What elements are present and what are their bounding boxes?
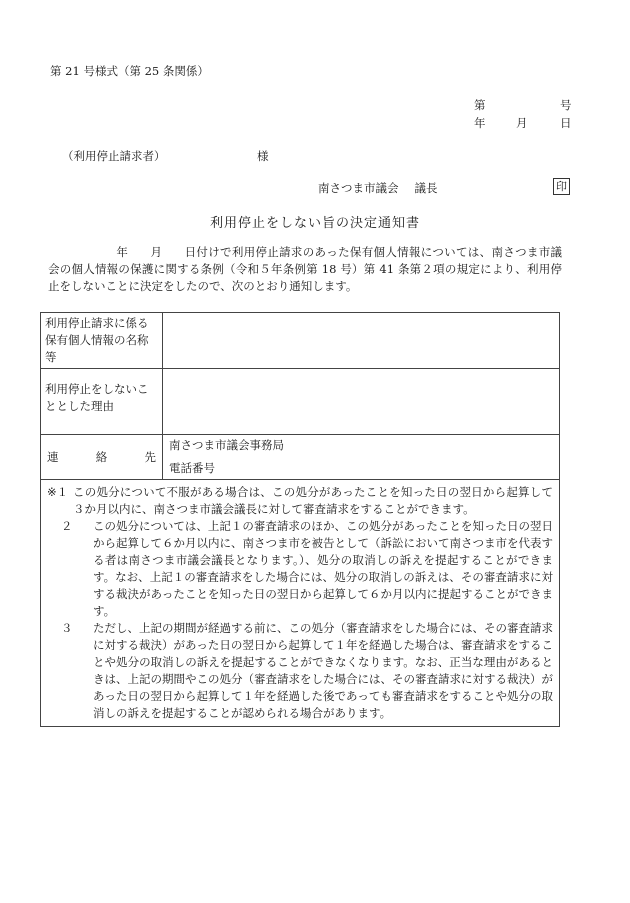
note-number: ※１ bbox=[47, 485, 69, 499]
body-text: 日付けで利用停止請求のあった保有個人情報については、南さつま市議会の個人情報の保護に関する条例（令和５年条例第 18 号）第 41 条第２項の規定により、利用停止をしないことに決定をしたので、次のとおり通知します。 bbox=[48, 245, 563, 293]
sender-line bbox=[318, 180, 438, 196]
contact-char-1: 連 bbox=[47, 449, 59, 464]
note-item bbox=[47, 620, 553, 722]
note-text: この処分について不服がある場合は、この処分があったことを知った日の翌日から起算して３か月以内に、南さつま市議会議長に対して審査請求をすることができます。 bbox=[73, 485, 553, 516]
value-personal-info bbox=[163, 313, 560, 369]
info-table bbox=[40, 312, 560, 727]
table-row bbox=[41, 313, 560, 369]
value-contact bbox=[163, 435, 560, 480]
notes-cell bbox=[41, 480, 560, 727]
recipient-line bbox=[62, 148, 269, 164]
sender-title: 議長 bbox=[414, 181, 438, 195]
document-title: 利用停止をしない旨の決定通知書 bbox=[209, 216, 420, 231]
date-month: 月 bbox=[516, 116, 528, 130]
doc-no-dai: 第 bbox=[474, 98, 486, 112]
table-row bbox=[41, 480, 560, 727]
body-year: 年 bbox=[116, 245, 129, 259]
contact-phone: 電話番号 bbox=[169, 461, 215, 475]
date-day: 日 bbox=[560, 116, 572, 130]
note-text: この処分については、上記１の審査請求のほか、この処分があったことを知った日の翌日から起算して６か月以内に、南さつま市を被告として（訴訟において南さつま市を代表する者は南さつま市議会議長となります。）、処分の取消しの訴えを提起することができます。なお、上記１の審査請求をした場合には、処分の取消しの訴えは、その審査請求に対する裁決があったことを知った日の翌日から起算して６か月以内に提起することができます。 bbox=[93, 519, 553, 618]
date-year: 年 bbox=[474, 116, 486, 130]
body-month: 月 bbox=[150, 245, 163, 259]
body-paragraph bbox=[48, 244, 562, 295]
note-number: ２ bbox=[61, 519, 73, 533]
note-item bbox=[47, 484, 553, 518]
recipient-label: （利用停止請求者） bbox=[62, 149, 166, 163]
note-number: ３ bbox=[61, 621, 73, 635]
doc-no-go: 号 bbox=[560, 98, 572, 112]
contact-char-3: 先 bbox=[144, 449, 156, 464]
seal-box: 印 bbox=[553, 178, 570, 195]
label-contact bbox=[41, 435, 163, 480]
form-number: 第 21 号様式（第 25 条関係） bbox=[50, 64, 209, 78]
contact-office: 南さつま市議会事務局 bbox=[169, 438, 284, 452]
recipient-honorific: 様 bbox=[257, 149, 269, 163]
value-reason bbox=[163, 369, 560, 435]
table-row bbox=[41, 369, 560, 435]
sender-org: 南さつま市議会 bbox=[318, 181, 399, 195]
contact-char-2: 絡 bbox=[95, 449, 108, 464]
table-row bbox=[41, 435, 560, 480]
note-text: ただし、上記の期間が経過する前に、この処分（審査請求をした場合には、その審査請求に対する裁決）があった日の翌日から起算して１年を経過した場合は、審査請求をすることや処分の取消しの訴えを提起することができなくなります。なお、正当な理由があるときは、上記の期間やこの処分（審査請求をした場合には、その審査請求に対する裁決）があった日の翌日から起算して１年を経過した後であっても審査請求をすることや処分の取消しの訴えを提起することが認められる場合があります。 bbox=[93, 621, 553, 720]
note-item bbox=[47, 518, 553, 620]
label-personal-info: 利用停止請求に係る保有個人情報の名称等 bbox=[41, 313, 163, 369]
label-reason: 利用停止をしないこととした理由 bbox=[41, 369, 163, 435]
